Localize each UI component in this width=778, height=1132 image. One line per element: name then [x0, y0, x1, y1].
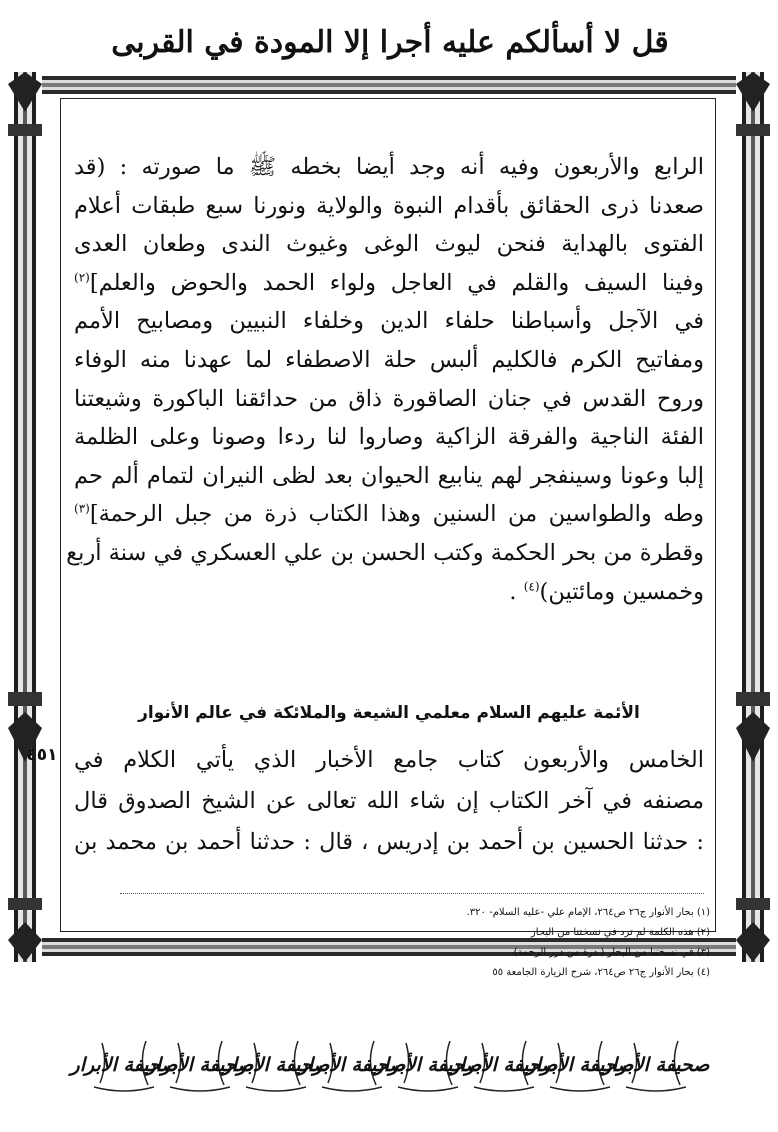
- ornament-text: صحيفة الأبرار: [222, 1054, 330, 1076]
- ornament-text: صحيفة الأبرار: [146, 1054, 254, 1076]
- footnote-separator: [120, 893, 704, 894]
- page-number: ٤٥١: [26, 745, 58, 765]
- text-line: [74, 495, 704, 534]
- text-line-content: وخمسين ومائتين): [539, 578, 704, 605]
- text-line: مصنفه في آخر الكتاب إن شاء الله تعالى عن الشيخ الصدوق قال: [74, 788, 704, 814]
- footnote-marker: (٤): [523, 579, 540, 594]
- text-line: [74, 264, 704, 303]
- ornament-text: صحيفة الأبرار: [374, 1054, 482, 1076]
- text-line: في الآجل وأسباطنا حلفاء الدين وخلفاء النبيين ومصابيح الأمم: [74, 308, 704, 335]
- text-line-content: وفينا السيف والقلم في العاجل ولواء الحمد والحوض والعلم]: [89, 269, 704, 296]
- text-line: إلبا وعونا وسينفجر لهم ينابيع الحيوان بعد لظى النيران لتمام ألم حم: [74, 462, 704, 489]
- frame-left-pillar: [8, 72, 42, 962]
- text-line: الفئة الناجية والفرقة الزاكية وصاروا لنا ردءا وصونا وعلى الظلمة: [74, 424, 704, 451]
- text-line: : حدثنا الحسين بن أحمد بن إدريس ، قال : حدثنا أحمد بن محمد بن: [74, 829, 704, 855]
- text-line-content: وطه والطواسين من السنين وهذا الكتاب ذرة من جبل الرحمة]: [89, 501, 704, 528]
- calligraphy-ornament: [70, 1033, 178, 1097]
- header-calligraphy: قل لا أسألكم عليه أجرا إلا المودة في القربى: [111, 24, 669, 60]
- second-paragraph: [74, 740, 704, 863]
- text-line: الخامس والأربعون كتاب جامع الأخبار الذي يأتي الكلام في: [74, 747, 704, 773]
- text-line: [74, 573, 704, 612]
- text-line: الرابع والأربعون وفيه أنه وجد أيضا بخطه ﷺ ما صورته : (قد: [74, 154, 704, 180]
- ornament-text: صحيفة الأبرار: [602, 1054, 710, 1076]
- footnote: (٣) في نسختنا من البحار ( درة من درر الرحمة).: [510, 947, 710, 958]
- ornament-text: صحيفة الأبرار: [450, 1054, 558, 1076]
- text-line: صعدنا ذرى الحقائق بأقدام النبوة والولاية ونورنا سبع طبقات أعلام: [74, 192, 704, 219]
- ornament-text: صحيفة الأبرار: [70, 1054, 178, 1076]
- footnote: (٢) هذه الكلمة لم ترد في نسختنا من البحار: [530, 927, 710, 938]
- footnotes: [120, 903, 710, 983]
- ornament-band: [70, 1030, 710, 1100]
- frame-right-pillar: [736, 72, 770, 962]
- ornament-text: صحيفة الأبرار: [526, 1054, 634, 1076]
- section-heading: الأئمة عليهم السلام معلمي الشيعة والملائكة في عالم الأنوار: [138, 703, 640, 723]
- footnote-marker: (٢): [74, 270, 90, 285]
- footnote-marker: (٣): [74, 501, 90, 516]
- text-line: الفتوى بالهداية فنحن ليوث الوغى وغيوث الندى وطعان العدى: [74, 231, 704, 258]
- main-paragraph: [66, 148, 704, 611]
- frame-top-bar: [42, 72, 736, 98]
- text-line: وروح القدس في جنان الصاقورة ذاق من حدائقنا الباكورة وشيعتنا: [74, 385, 704, 412]
- text-line: وقطرة من بحر الحكمة وكتب الحسن بن علي العسكري في سنة أربع: [66, 539, 704, 566]
- footnote: (١) بحار الأنوار ج٢٦ ص٢٦٤، الإمام علي -عليه السلام- ٣٢٠.: [466, 907, 710, 918]
- text-line: ومفاتيح الكرم فالكليم ألبس حلة الاصطفاء لما عهدنا منه الوفاء: [74, 346, 704, 373]
- sentence-end: .: [509, 578, 524, 605]
- footnote: (٤) بحار الأنوار ج٢٦ ص٢٦٤، شرح الزيارة الجامعة ٥٥: [492, 967, 710, 978]
- ornament-text: صحيفة الأبرار: [298, 1054, 406, 1076]
